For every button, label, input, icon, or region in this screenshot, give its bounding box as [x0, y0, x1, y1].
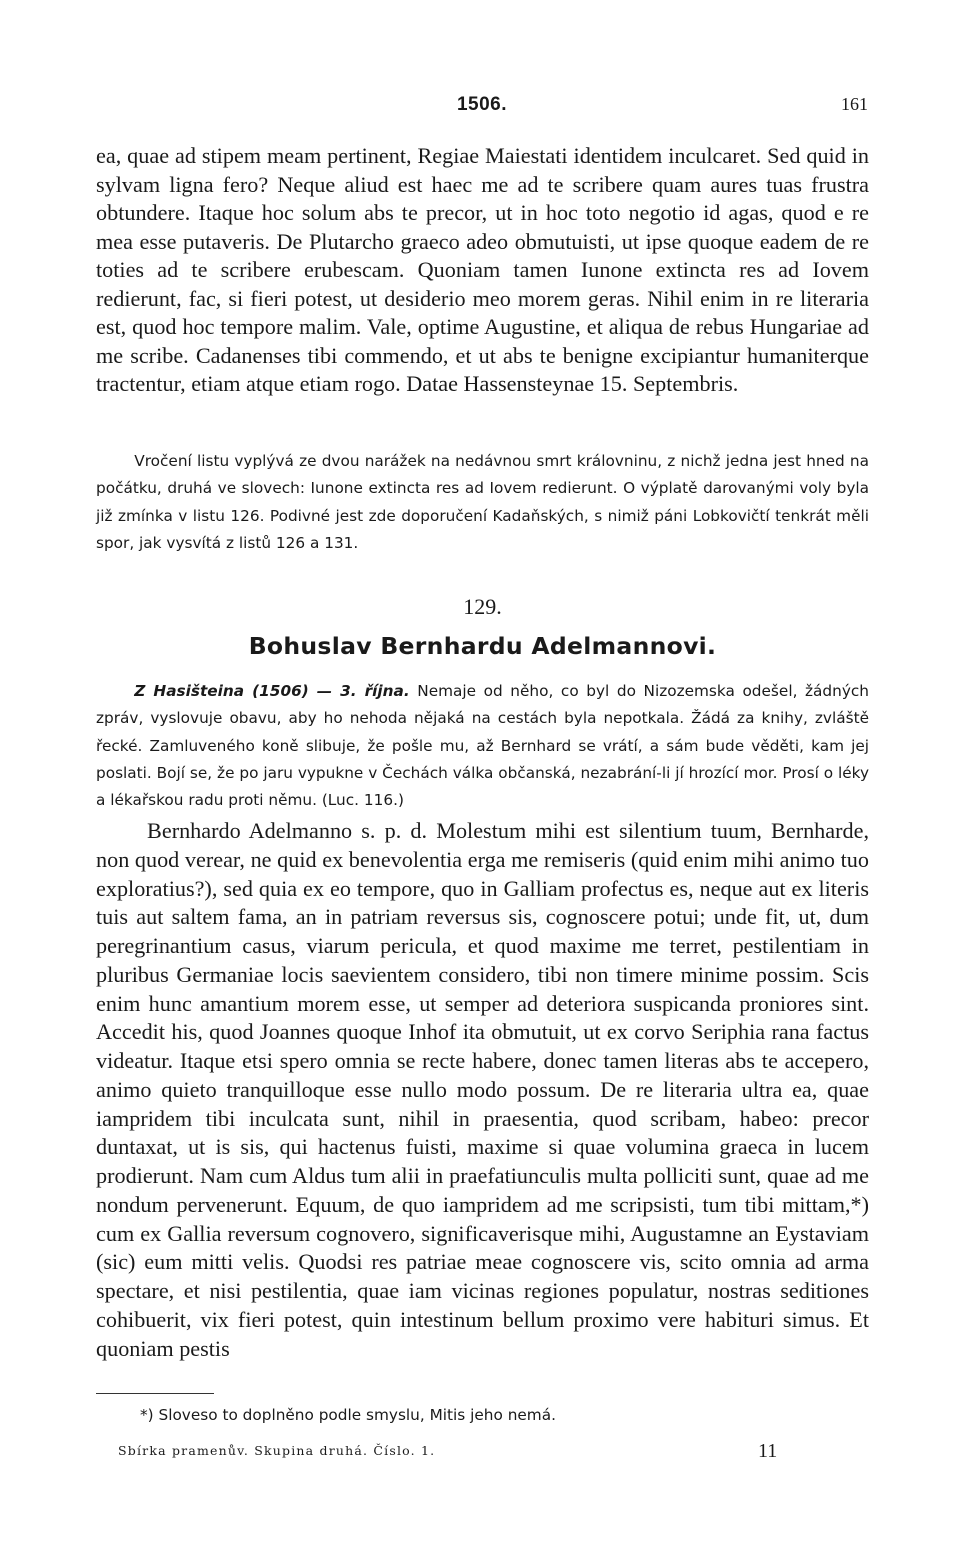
letter-title: Bohuslav Bernhardu Adelmannovi.	[248, 632, 717, 660]
letter-summary	[96, 678, 869, 814]
running-head-year: 1506.	[456, 94, 508, 115]
running-head	[96, 94, 868, 118]
footnote: *) Sloveso to doplněno podle smyslu, Mitis jeho nemá.	[140, 1406, 556, 1424]
letter-number: 129.	[463, 594, 502, 619]
letter-dateline: Z Hasišteina (1506) — 3. října.	[134, 682, 410, 700]
letter-summary-text: Nemaje od něho, co byl do Nizozemska odešel, žádných zpráv, vyslovuje obavu, aby ho nehoda nějaká na cestách byla nepotkala. Žádá za knihy, zvláště řecké. Zamluveného koně slibuje, že pošle mu, až Bernhard se vrátí, a sám bude věděti, kam jej poslati. Bojí se, že po jaru vypukne v Čechách válka občanská, nezabrání-li jí hrozící mor. Prosí o léky a lékařskou radu proti němu. (Luc. 116.)	[96, 682, 869, 810]
footnote-divider	[96, 1393, 214, 1394]
printer-signature: Sbírka pramenův. Skupina druhá. Číslo. 1.	[118, 1443, 436, 1458]
signature-sheet-number: 11	[758, 1440, 778, 1462]
page-number: 161	[841, 94, 868, 114]
editor-commentary: Vročení listu vyplývá ze dvou narážek na nedávnou smrt královninu, z nichž jedna jest hned na počátku, druhá ve slovech: Iunone extincta res ad Iovem redierunt. O výplatě darovanými voly byla již zmínka v listu 126. Podivné jest zde doporučení Kadaňských, s nimiž páni Lobkovičtí tenkrát měli spor, jak vysvítá z listů 126 a 131.	[96, 452, 869, 552]
letter-body: Bernhardo Adelmanno s. p. d. Molestum mihi est silentium tuum, Bernharde, non quod verear, ne quid ex benevolentia erga me remiseris (quid enim mihi animo tuo exploratius?), sed quia ex eo tempore, quo in Galliam profectus es, neque aut ex literis tuis aut saltem fama, an in patriam reversus sis, cognoscere potui; unde fit, ut, dum peregrinantium casus, viarum pericula, et quod maxime me terret, pestilentiam in pluribus Germaniae locis saevientem considero, tibi non timere minime possim. Scis enim hunc amantium morem esse, ut semper ad deteriora suspicanda proniores sint. Accedit his, quod Joannes quoque Inhof ita obmutuit, ut ex corvo Seriphia rana factus videatur. Itaque etsi spero omnia se recte habere, donec tamen literas abs te accepero, animo quieto tranquilloque esse nullo modo possum. De re literaria ultra ea, quae iampridem tibi inculcata sunt, nihil in praesentia, quod scribam, habeo: precor duntaxat, ut is sis, qui hactenus fuisti, maxime si quae volumina graeca in lucem prodierunt. Nam cum Aldus tum alii in praefatiunculis multa polliciti sunt, quae ad me nondum pervenerunt. Equum, de quo iampridem ad me scripsisti, tum tibi mittam,*) cum ex Gallia reversum cognovero, significaverisque mihi, Augustamne an Eystaviam (sic) eum mitti velis. Quodsi res patriae meae cognoscere vis, scito omnia ad arma spectare, et nisi pestilentia, quae iam vicinas regiones populatur, nostras seditiones cohibuerit, vix fieri potest, quin intestinum bellum proximo vere habituri simus. Et quoniam pestis	[96, 818, 869, 1361]
latin-continuation-paragraph: ea, quae ad stipem meam pertinent, Regiae Maiestati identidem inculcaret. Sed quid in sylvam ligna fero? Neque aliud est haec me ad te scribere quam aures tuas frustra obtundere. Itaque hoc solum abs te precor, ut in hoc toto negotio id agas, quod e re mea esse putaveris. De Plutarcho graeco adeo obmutuisti, ut ipse quoque eadem de re toties ad te scribere erubescam. Quoniam tamen Iunone extincta res ad Iovem redierunt, fac, si fieri potest, ut desiderio meo morem geras. Nihil enim in re literaria est, quod hoc tempore malim. Vale, optime Augustine, et aliqua de rebus Hungariae ad me scribe. Cadanenses tibi commendo, et ut abs te benigne excipiantur humaniterque tractentur, etiam atque etiam rogo. Datae Hassensteynae 15. Septembris.	[96, 143, 869, 396]
